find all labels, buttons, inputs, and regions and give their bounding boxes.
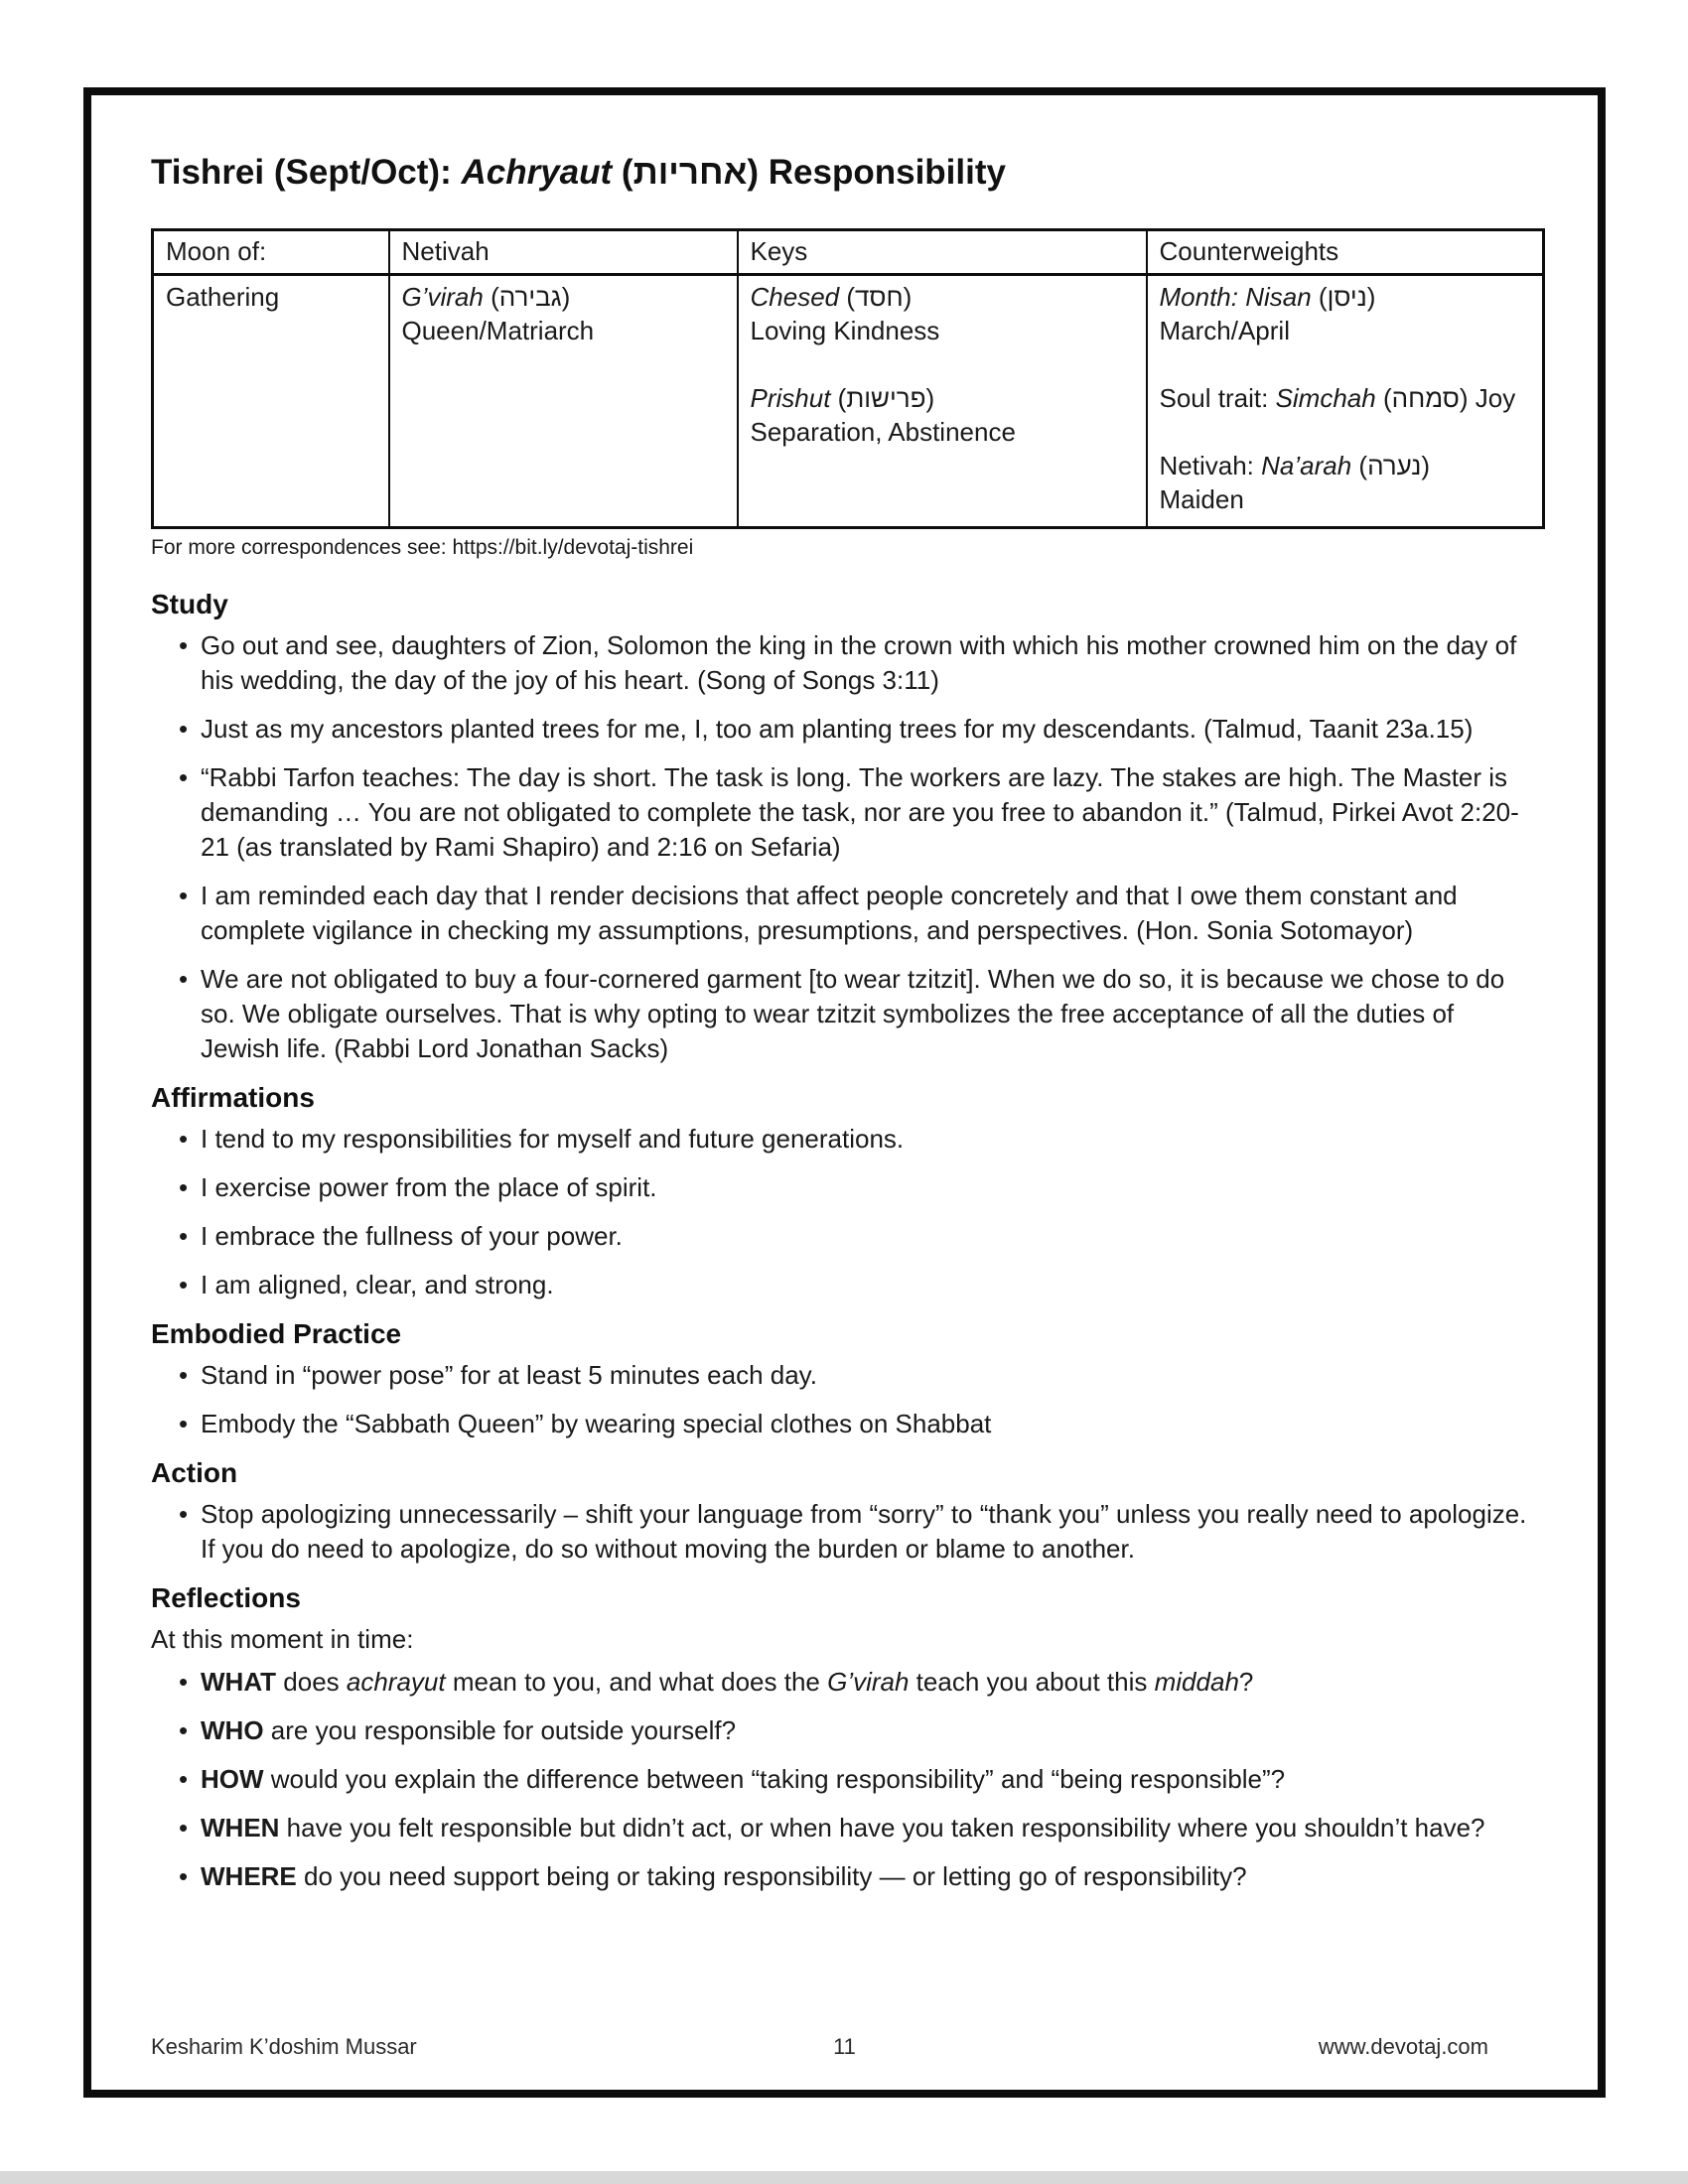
list-item: • I am aligned, clear, and strong. xyxy=(201,1268,1538,1302)
study-list xyxy=(151,628,1538,1066)
reflections-intro: At this moment in time: xyxy=(151,1624,414,1654)
reflections-list xyxy=(151,1665,1538,1894)
key-chesed-block xyxy=(751,280,1134,347)
footer-website: www.devotaj.com xyxy=(1318,2034,1488,2059)
key-prishut-translation: Separation, Abstinence xyxy=(750,417,1016,447)
counterweight-month-block xyxy=(1160,280,1531,347)
key-chesed-name: Chesed (חסד) xyxy=(750,282,913,312)
list-item: • I exercise power from the place of spirit. xyxy=(201,1170,1538,1205)
header-keys: Keys xyxy=(738,230,1147,275)
list-item: • WHEN have you felt responsible but didn’t act, or when have you taken responsibility where you shouldn’t have? xyxy=(201,1811,1538,1845)
counterweight-netivah: Netivah: Na’arah (נערה) xyxy=(1159,451,1431,480)
counterweight-month: Month: Nisan (ניסן) xyxy=(1159,282,1376,312)
counterweight-netivah-block xyxy=(1160,449,1531,516)
footer-page-number: 11 xyxy=(833,2034,856,2059)
page-footer xyxy=(151,2034,1538,2060)
list-item: • WHAT does achrayut mean to you, and what does the G’virah teach you about this middah? xyxy=(201,1665,1538,1700)
footer-document-title: Kesharim K’doshim Mussar xyxy=(151,2034,417,2059)
key-chesed-translation: Loving Kindness xyxy=(750,316,940,345)
cell-keys xyxy=(738,275,1147,528)
netivah-translation: Queen/Matriarch xyxy=(401,316,595,345)
list-item: • I am reminded each day that I render decisions that affect people concretely and that I owe them constant and complete vigilance in checking my assumptions, presumptions, and perspectives. (Hon. Sonia Sotomayor) xyxy=(201,879,1538,948)
page-content xyxy=(91,95,1598,2090)
netivah-block xyxy=(402,280,725,347)
counterweight-month-translation: March/April xyxy=(1159,316,1290,345)
moon-value: Gathering xyxy=(166,282,280,312)
section-heading-affirmations: Affirmations xyxy=(151,1082,315,1113)
list-item: • We are not obligated to buy a four-cornered garment [to wear tzitzit]. When we do so, it is because we chose to do so. We obligate ourselves. That is why opting to wear tzitzit symbolizes the free acceptance of all the duties of Jewish life. (Rabbi Lord Jonathan Sacks) xyxy=(201,962,1538,1066)
table-header-row xyxy=(153,230,1544,275)
key-prishut-block xyxy=(751,381,1134,449)
section-heading-action: Action xyxy=(151,1457,238,1488)
table-note xyxy=(151,534,1538,561)
counterweight-netivah-translation: Maiden xyxy=(1159,484,1244,514)
embodied-practice-list xyxy=(151,1358,1538,1441)
section-heading-embodied-practice: Embodied Practice xyxy=(151,1318,402,1349)
cell-moon-of xyxy=(153,275,389,528)
counterweight-soul-trait: Soul trait: Simchah (סמחה) Joy xyxy=(1159,383,1516,413)
cell-counterweights xyxy=(1147,275,1544,528)
list-item: • I embrace the fullness of your power. xyxy=(201,1219,1538,1254)
list-item: • WHO are you responsible for outside yourself? xyxy=(201,1713,1538,1748)
header-netivah: Netivah xyxy=(389,230,738,275)
list-item: • “Rabbi Tarfon teaches: The day is short. The task is long. The workers are lazy. The stakes are high. The Master is demanding … You are not obligated to complete the task, nor are you free to abandon it.” (Talmud, Pirkei Avot 2:20-21 (as translated by Rami Shapiro) and 2:16 on Sefaria) xyxy=(201,760,1538,865)
list-item: • HOW would you explain the difference between “taking responsibility” and “being responsible”? xyxy=(201,1762,1538,1797)
document-page xyxy=(83,87,1606,2098)
cell-netivah xyxy=(389,275,738,528)
header-counterweights: Counterweights xyxy=(1147,230,1544,275)
action-list xyxy=(151,1497,1538,1567)
key-prishut-name: Prishut (פרישות) xyxy=(750,383,935,413)
netivah-name: G’virah (גבירה) xyxy=(401,282,571,312)
list-item: • Embody the “Sabbath Queen” by wearing special clothes on Shabbat xyxy=(201,1407,1538,1441)
table-note-text: For more correspondences see: xyxy=(151,536,453,559)
section-heading-study: Study xyxy=(151,589,228,619)
list-item: • Stop apologizing unnecessarily – shift your language from “sorry” to “thank you” unless you really need to apologize. If you do need to apologize, do so without moving the burden or blame to another. xyxy=(201,1497,1538,1567)
list-item: • Stand in “power pose” for at least 5 minutes each day. xyxy=(201,1358,1538,1393)
list-item: • WHERE do you need support being or taking responsibility — or letting go of responsibility? xyxy=(201,1859,1538,1894)
correspondence-table xyxy=(151,228,1545,529)
affirmations-list xyxy=(151,1122,1538,1302)
header-moon-of: Moon of: xyxy=(153,230,389,275)
section-heading-reflections: Reflections xyxy=(151,1582,301,1613)
list-item: • Just as my ancestors planted trees for me, I, too am planting trees for my descendants. (Talmud, Taanit 23a.15) xyxy=(201,712,1538,747)
window-bottom-edge xyxy=(0,2171,1688,2184)
counterweight-soul-trait-block xyxy=(1160,381,1531,415)
table-note-link[interactable]: https://bit.ly/devotaj-tishrei xyxy=(452,536,694,559)
page-title: Tishrei (Sept/Oct): Achryaut (אחריות) Responsibility xyxy=(151,153,1006,192)
table-row xyxy=(153,275,1544,528)
list-item: • I tend to my responsibilities for myself and future generations. xyxy=(201,1122,1538,1157)
list-item: • Go out and see, daughters of Zion, Solomon the king in the crown with which his mother crowned him on the day of his wedding, the day of the joy of his heart. (Song of Songs 3:11) xyxy=(201,628,1538,698)
